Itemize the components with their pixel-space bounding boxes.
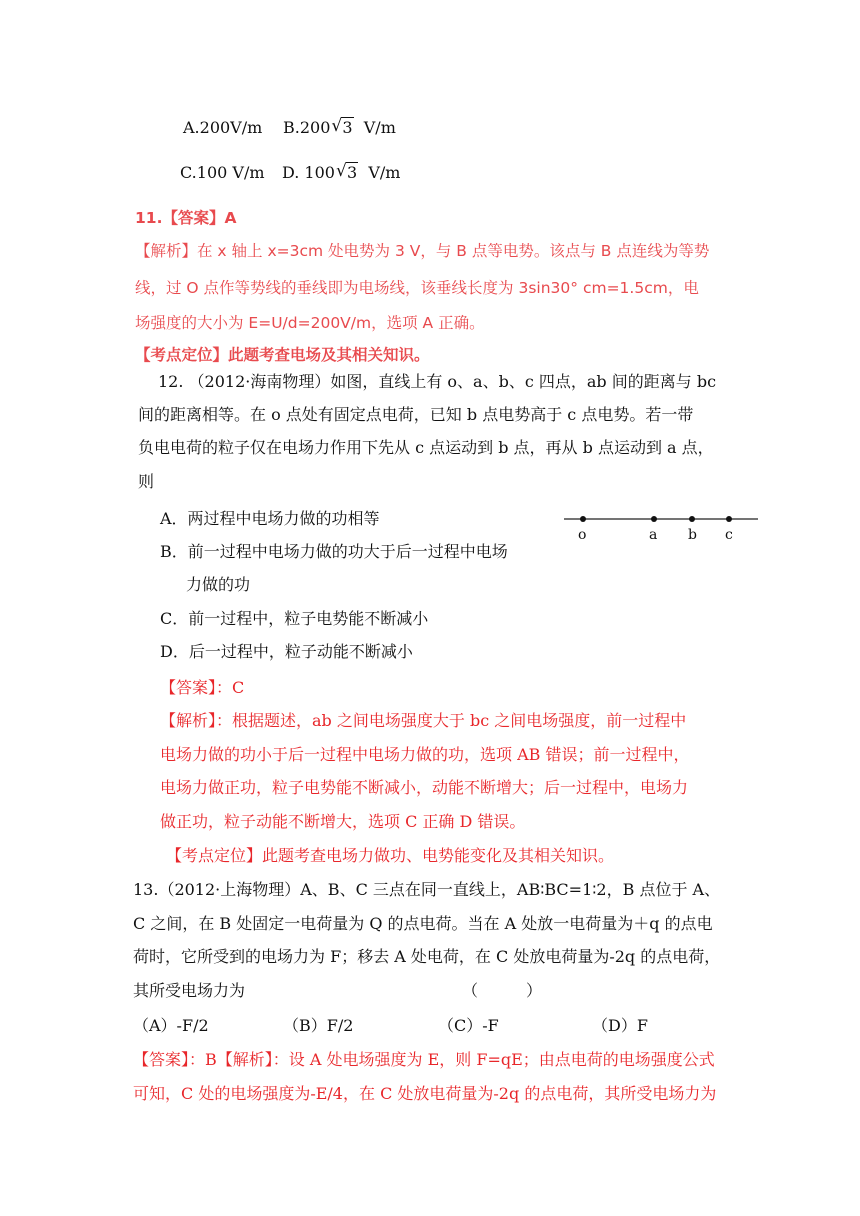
q11-analysis-line-1: 【解析】在 x 轴上 x=3cm 处电势为 3 V，与 B 点等电势。该点与 B 点连线为等势 (135, 242, 710, 260)
sqrt-symbol: √ 3 (332, 117, 353, 139)
q12-stem-line-3: 负电电荷的粒子仅在电场力作用下先从 c 点运动到 b 点，再从 b 点运动到 a 点， (138, 438, 714, 457)
figure-label-a: a (649, 527, 658, 543)
q12-stem-line-2: 间的距离相等。在 o 点处有固定点电荷，已知 b 点电势高于 c 点电势。若一带 (138, 405, 694, 424)
q12-analysis-line-1: 【解析】：根据题述，ab 之间电场强度大于 bc 之间电场强度，前一过程中 (160, 711, 687, 730)
q10-option-c: C.100 V/m (180, 163, 265, 182)
point-c (726, 516, 732, 522)
q10-option-b-prefix: B.200 (283, 118, 331, 137)
point-o (580, 516, 586, 522)
q12-point: 【考点定位】此题考查电场力做功、电势能变化及其相关知识。 (166, 846, 615, 865)
q10-option-b (283, 117, 396, 139)
q13-answer-bracket: （ ） (462, 981, 543, 1000)
q10-option-d-prefix: D. 100 (282, 163, 335, 182)
q12-answer: 【答案】：C (160, 678, 245, 697)
point-b (689, 516, 695, 522)
q11-analysis-line-3: 场强度的大小为 E=U/d=200V/m，选项 A 正确。 (135, 314, 485, 332)
q13-option-a: （A）-F/2 (133, 1016, 209, 1035)
q12-analysis-line-3: 电场力做正功，粒子电势能不断减小，动能不断增大；后一过程中，电场力 (160, 778, 689, 797)
q11-answer: 11.【答案】A (135, 209, 237, 227)
q13-option-d: （D）F (592, 1016, 648, 1035)
sqrt-symbol: √ 3 (337, 162, 358, 184)
q12-stem-line-4: 则 (138, 472, 155, 491)
figure-label-b: b (688, 527, 697, 543)
q13-option-b: （B）F/2 (283, 1016, 354, 1035)
q11-analysis-line-2: 线，过 O 点作等势线的垂线即为电场线，该垂线长度为 3sin30° cm=1.5cm，电 (135, 279, 699, 297)
q13-analysis-line-1: 【答案】：B【解析】：设 A 处电场强度为 E，则 F=qE；由点电荷的电场强度公式 (133, 1050, 715, 1069)
q12-analysis-line-4: 做正功，粒子动能不断增大，选项 C 正确 D 错误。 (160, 812, 526, 831)
q11-point: 【考点定位】此题考查电场及其相关知识。 (135, 346, 430, 364)
q13-stem-line-1: 13.（2012·上海物理）A、B、C 三点在同一直线上，AB∶BC=1∶2，B 点位于 A、 (133, 880, 721, 899)
q13-stem-line-2: C 之间，在 B 处固定一电荷量为 Q 的点电荷。当在 A 处放一电荷量为＋q 的点电 (133, 914, 713, 933)
q12-option-b-line-1: B．前一过程中电场力做的功大于后一过程中电场 (160, 542, 508, 561)
q12-option-b-line-2: 力做的功 (186, 575, 251, 594)
figure-label-c: c (725, 527, 733, 543)
q12-analysis-line-2: 电场力做的功小于后一过程中电场力做的功，选项 AB 错误；前一过程中， (160, 745, 690, 764)
q12-option-a: A．两过程中电场力做的功相等 (160, 509, 380, 528)
q10-option-b-unit: V/m (363, 118, 396, 137)
q13-option-c: （C）-F (438, 1016, 499, 1035)
q10-option-a: A.200V/m (183, 118, 263, 137)
q13-stem-line-3: 荷时，它所受到的电场力为 F；移去 A 处电荷，在 C 处放电荷量为-2q 的点电荷， (133, 947, 721, 966)
q12-option-c: C．前一过程中，粒子电势能不断减小 (160, 609, 429, 628)
q10-option-d-unit: V/m (368, 163, 401, 182)
q13-analysis-line-2: 可知，C 处的电场强度为-E/4，在 C 处放电荷量为-2q 的点电荷，其所受电场力为 (133, 1084, 717, 1103)
figure-label-o: o (578, 527, 587, 543)
q10-option-d (282, 162, 400, 184)
point-a (651, 516, 657, 522)
q12-option-d: D．后一过程中，粒子动能不断减小 (160, 642, 413, 661)
q12-stem-line-1: 12. （2012·海南物理）如图，直线上有 o、a、b、c 四点，ab 间的距离与 bc (158, 372, 717, 391)
q13-stem-line-4: 其所受电场力为 (133, 981, 246, 1000)
